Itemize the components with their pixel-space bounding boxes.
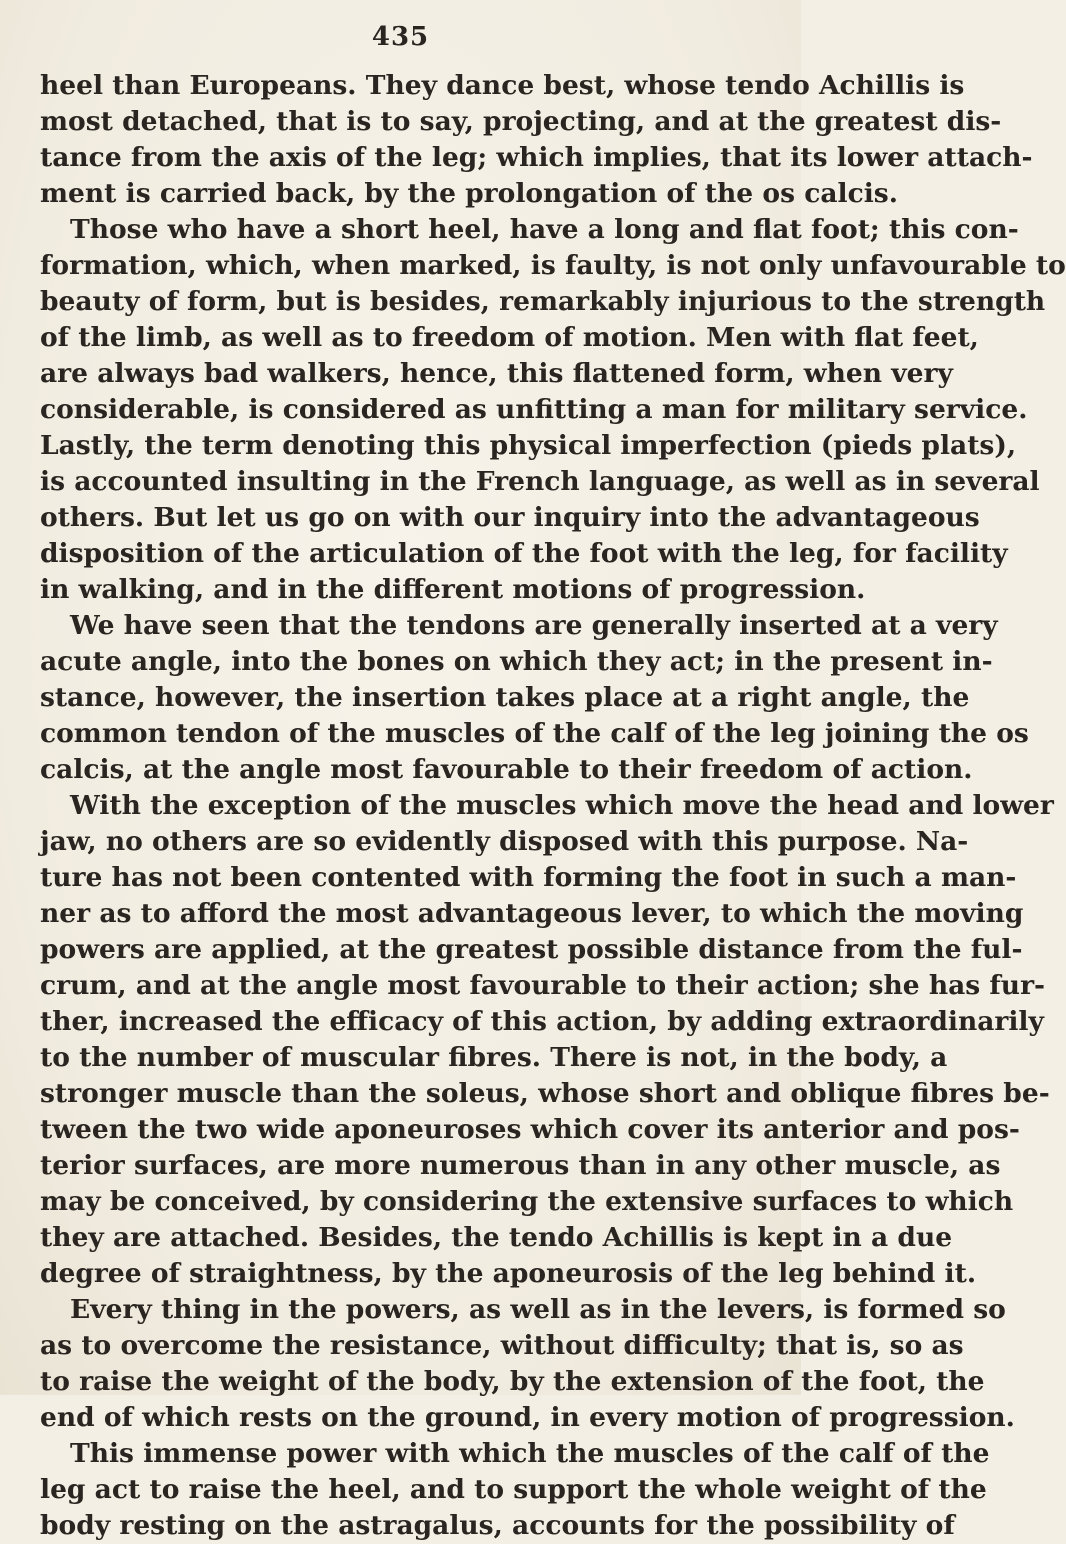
text-line: We have seen that the tendons are generally inserted at a very (70, 610, 998, 641)
text-line: is accounted insulting in the French language, as well as in several (40, 466, 1040, 497)
text-line: body resting on the astragalus, accounts for the possibility of (40, 1510, 955, 1541)
text-line: ner as to afford the most advantageous lever, to which the moving (40, 898, 1024, 929)
text-line: to raise the weight of the body, by the extension of the foot, the (40, 1366, 985, 1397)
text-line: are always bad walkers, hence, this flattened form, when very (40, 358, 953, 389)
text-line: heel than Europeans. They dance best, whose tendo Achillis is (40, 70, 965, 101)
text-line: in walking, and in the different motions of progression. (40, 574, 866, 605)
text-line: formation, which, when marked, is faulty, is not only unfavourable to (40, 250, 1066, 281)
text-line: stance, however, the insertion takes place at a right angle, the (40, 682, 970, 713)
text-line: degree of straightness, by the aponeurosis of the leg behind it. (40, 1258, 977, 1289)
text-line: others. But let us go on with our inquiry into the advantageous (40, 502, 980, 533)
text-line: they are attached. Besides, the tendo Achillis is kept in a due (40, 1222, 953, 1253)
text-line: beauty of form, but is besides, remarkably injurious to the strength (40, 286, 1046, 317)
text-line: terior surfaces, are more numerous than in any other muscle, as (40, 1150, 1001, 1181)
text-line: Lastly, the term denoting this physical imperfection (pieds plats), (40, 430, 1017, 461)
text-line: considerable, is considered as unfitting a man for military service. (40, 394, 1028, 425)
text-line: Those who have a short heel, have a long and flat foot; this con- (70, 214, 1019, 245)
page-number: 435 (371, 22, 430, 52)
text-line: With the exception of the muscles which move the head and lower (70, 790, 1054, 821)
text-line: ture has not been contented with forming the foot in such a man- (40, 862, 1017, 893)
text-line: tween the two wide aponeuroses which cover its anterior and pos- (40, 1114, 1020, 1145)
text-line: This immense power with which the muscles of the calf of the (70, 1438, 990, 1469)
text-line: stronger muscle than the soleus, whose short and oblique fibres be- (40, 1078, 1050, 1109)
text-line: Every thing in the powers, as well as in the levers, is formed so (70, 1294, 1006, 1325)
text-line: tance from the axis of the leg; which implies, that its lower attach- (40, 142, 1033, 173)
text-line: as to overcome the resistance, without difficulty; that is, so as (40, 1330, 964, 1361)
text-line: crum, and at the angle most favourable to their action; she has fur- (40, 970, 1046, 1001)
text-line: acute angle, into the bones on which they act; in the present in- (40, 646, 993, 677)
text-line: of the limb, as well as to freedom of motion. Men with flat feet, (40, 322, 979, 353)
text-line: ther, increased the efficacy of this action, by adding extraordinarily (40, 1006, 1044, 1037)
text-line: to the number of muscular fibres. There is not, in the body, a (40, 1042, 948, 1073)
text-line: disposition of the articulation of the foot with the leg, for facility (40, 538, 1008, 569)
text-line: leg act to raise the heel, and to support the whole weight of the (40, 1474, 987, 1505)
body-text (40, 68, 1066, 1544)
text-line: most detached, that is to say, projecting, and at the greatest dis- (40, 106, 1002, 137)
text-line: calcis, at the angle most favourable to their freedom of action. (40, 754, 973, 785)
text-line: may be conceived, by considering the extensive surfaces to which (40, 1186, 1014, 1217)
text-line: end of which rests on the ground, in every motion of progression. (40, 1402, 1015, 1433)
text-line: jaw, no others are so evidently disposed with this purpose. Na- (40, 826, 969, 857)
text-line: powers are applied, at the greatest possible distance from the ful- (40, 934, 1023, 965)
text-line: ment is carried back, by the prolongation of the os calcis. (40, 178, 898, 209)
text-line: common tendon of the muscles of the calf of the leg joining the os (40, 718, 1029, 749)
